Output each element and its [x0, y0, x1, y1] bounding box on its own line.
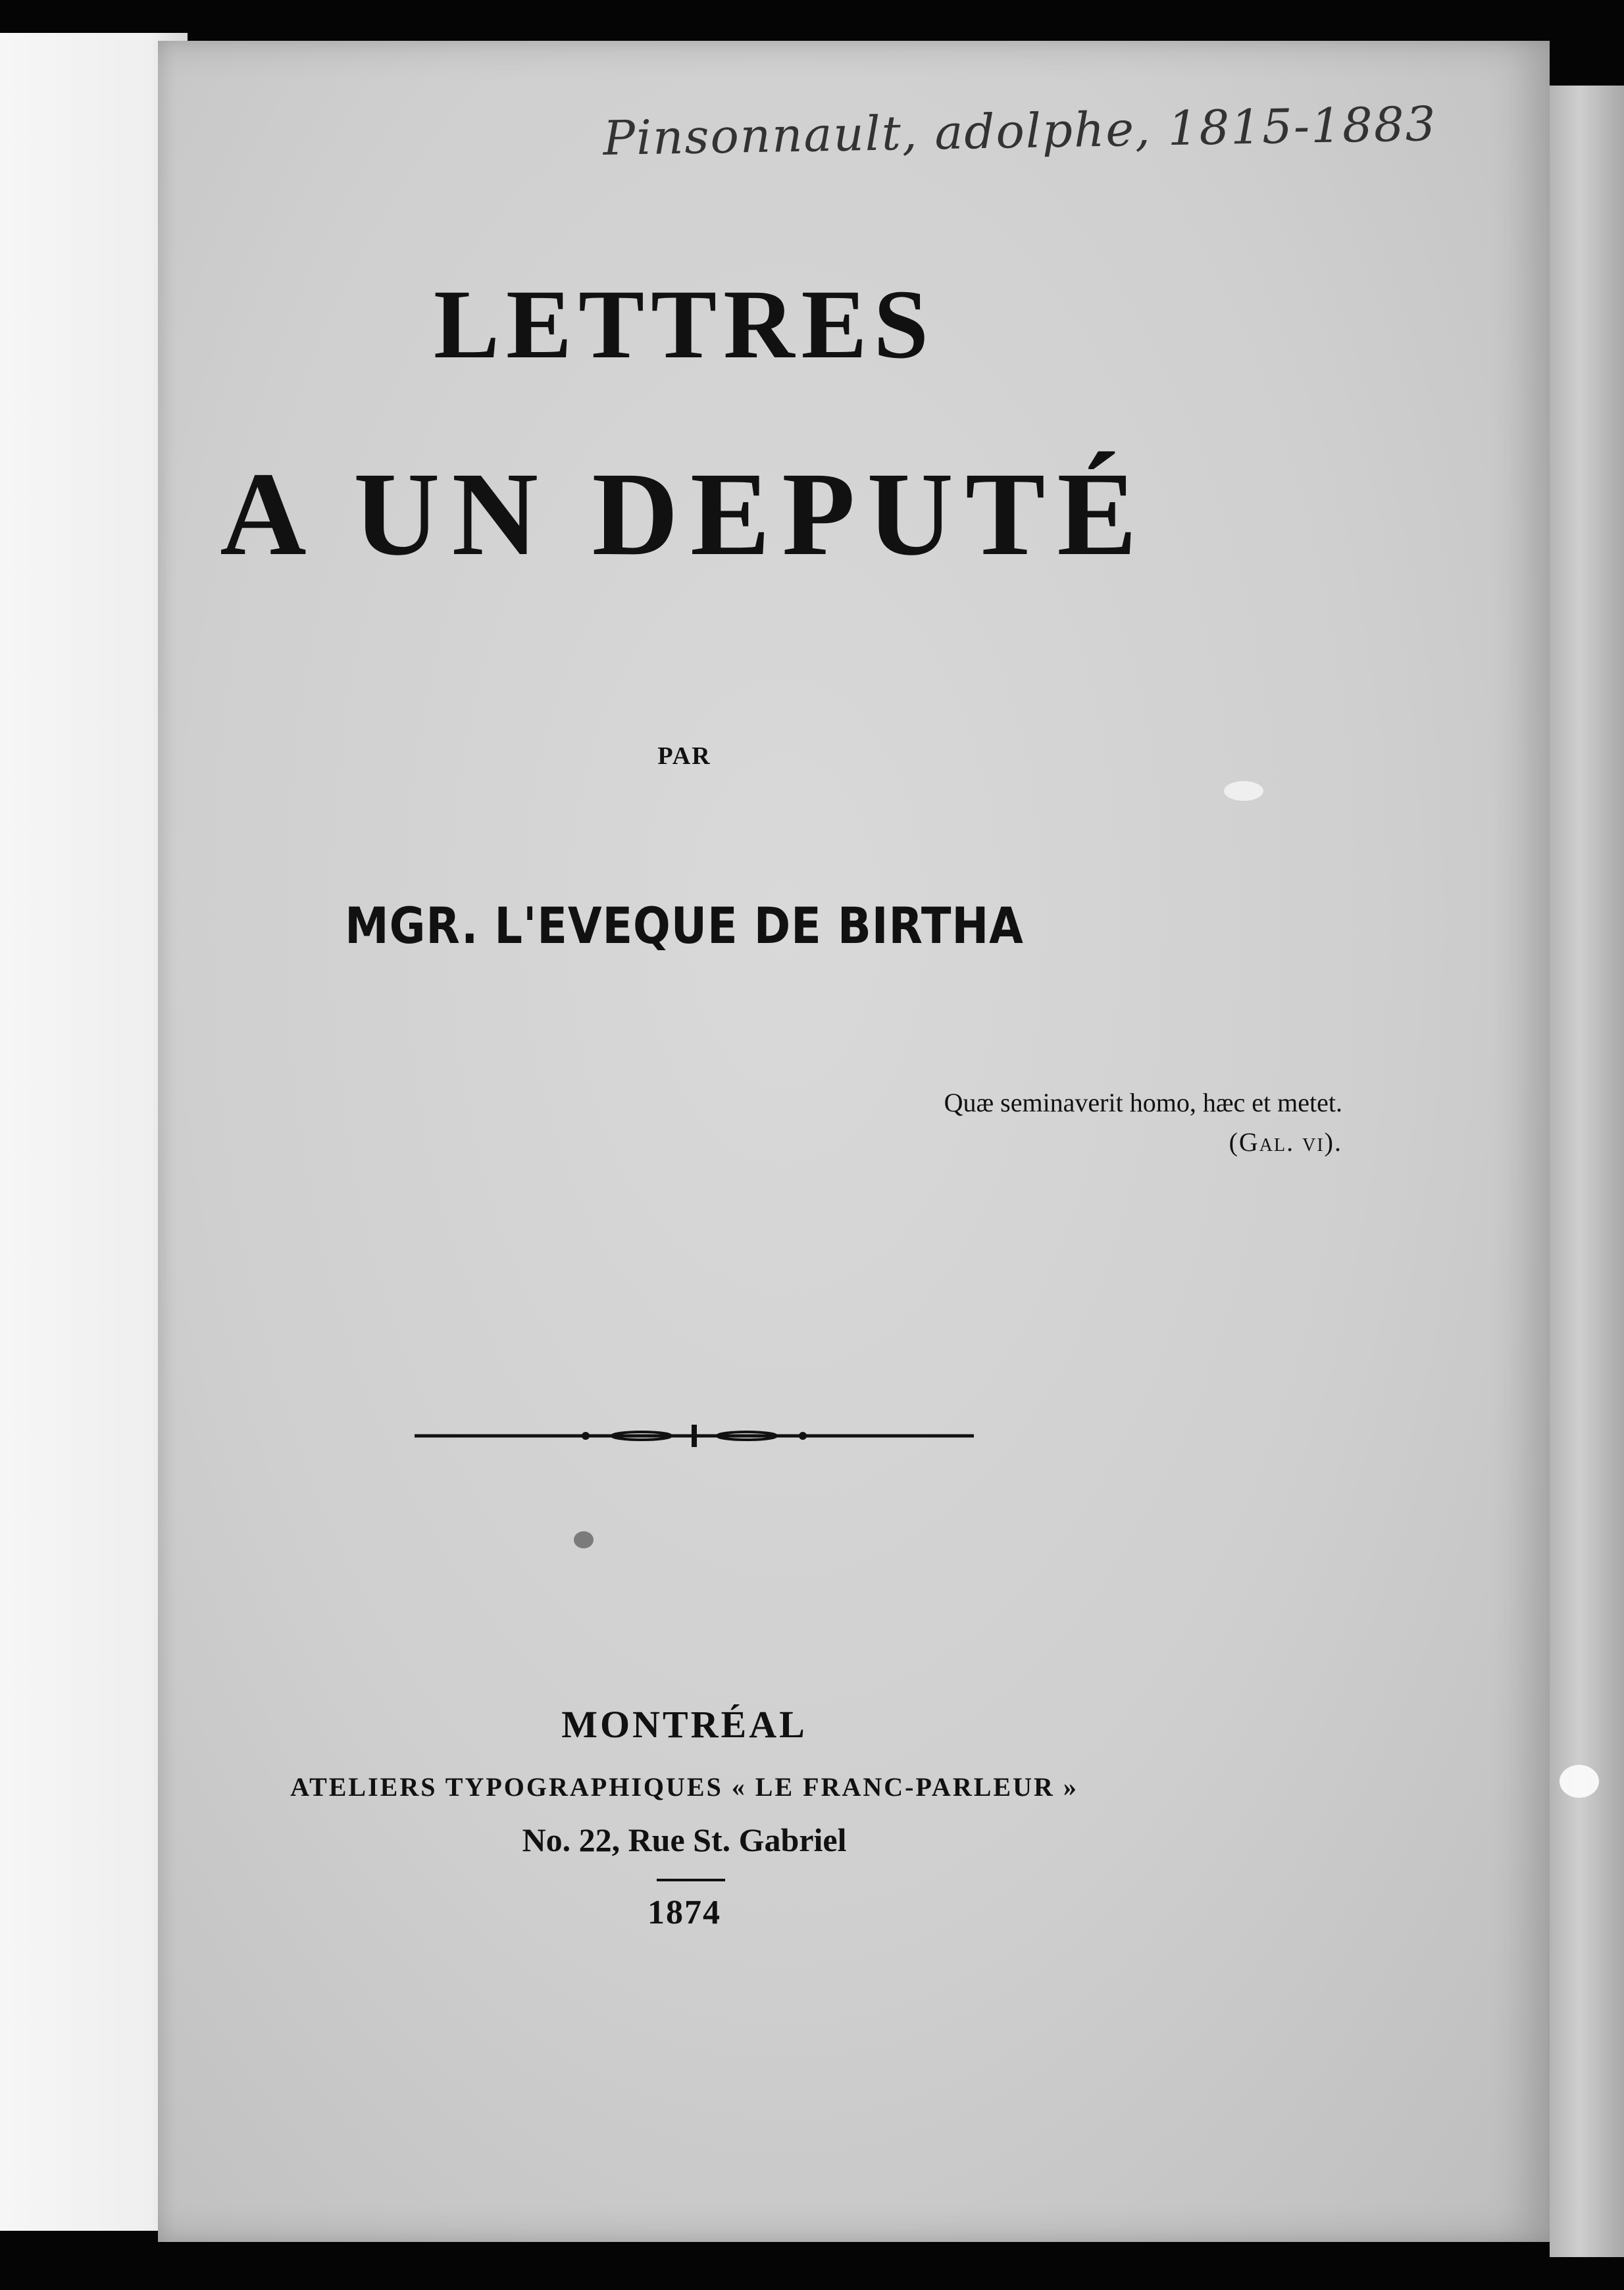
- paper-spot: [574, 1531, 594, 1548]
- imprint-year: 1874: [647, 1894, 721, 1931]
- short-rule: [657, 1879, 725, 1881]
- title-line-2: A UN DEPUTÉ: [220, 448, 1149, 580]
- epigraph-source: (Gal. vi).: [1229, 1127, 1342, 1157]
- author-name: MGR. L'EVEQUE DE BIRTHA: [345, 896, 1024, 955]
- by-label: PAR: [657, 742, 711, 770]
- imprint-address: No. 22, Rue St. Gabriel: [522, 1821, 847, 1858]
- handwritten-catalog-note: Pinsonnault, adolphe, 1815-1883: [602, 95, 1438, 166]
- epigraph: Quæ seminaverit homo, hæc et metet.: [944, 1088, 1342, 1117]
- right-page-edge: [1550, 86, 1624, 2257]
- imprint-publisher: ATELIERS TYPOGRAPHIQUES « LE FRANC-PARLEUR »: [290, 1772, 1078, 1802]
- paper-spot: [1560, 1765, 1599, 1798]
- imprint-city: MONTRÉAL: [561, 1703, 807, 1746]
- title-page: [158, 41, 1550, 2242]
- title-line-1: LETTRES: [434, 270, 935, 379]
- ornamental-rule: [415, 1423, 974, 1449]
- paper-spot: [1224, 781, 1263, 801]
